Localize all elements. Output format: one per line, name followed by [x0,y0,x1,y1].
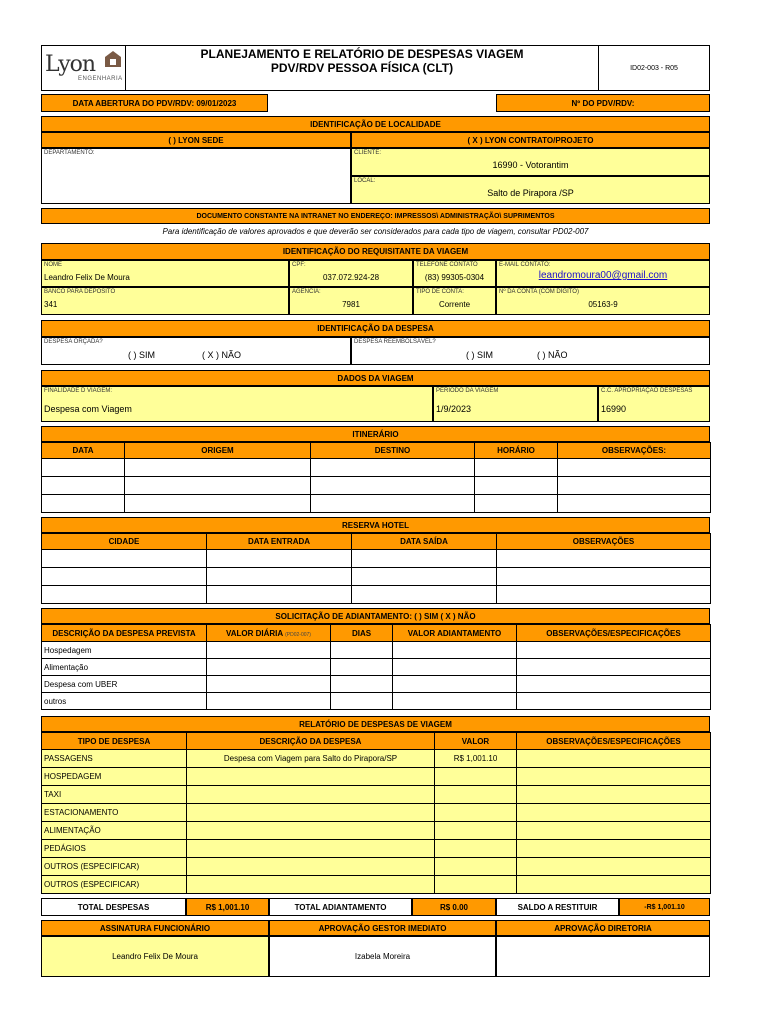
signature-manager[interactable]: Izabela Moreira [269,936,496,977]
itinerary-col-destination: DESTINO [311,443,475,459]
doc-code: ID02-003 - R05 [598,46,709,90]
bank-field[interactable] [41,287,289,315]
email-link[interactable]: leandromoura00@gmail.com [538,270,668,281]
account-type-value: Corrente [438,300,471,309]
section-adiantamento: SOLICITAÇÃO DE ADIANTAMENTO: ( ) SIM ( X ) NÃO [41,608,710,624]
department-field[interactable] [41,148,351,204]
report-row-value [435,876,517,894]
intranet-note: DOCUMENTO CONSTANTE NA INTRANET NO ENDEREÇO: IMPRESSOS\ ADMINISTRAÇÃO\ SUPRIMENTOS [41,208,710,224]
title-line-1: PLANEJAMENTO E RELATÓRIO DE DESPESAS VIAGEM [200,47,524,61]
purpose-value: Despesa com Viagem [44,404,132,414]
form-title [127,47,597,75]
report-row-value [435,858,517,876]
budgeted-label: DESPESA ORÇADA? [44,339,103,345]
logo-text: Lyon [45,52,96,77]
report-row-type: ALIMENTAÇÃO [42,822,187,840]
balance-label: SALDO A RESTITUIR [496,898,619,916]
email-field[interactable] [496,260,710,287]
table-row[interactable] [42,858,711,876]
report-row-type: HOSPEDAGEM [42,768,187,786]
hotel-col-checkin: DATA ENTRADA [207,534,352,550]
report-row-description: Despesa com Viagem para Salto do Pirapora/SP [187,750,435,768]
report-row-description [187,858,435,876]
reimbursable-field[interactable] [351,337,710,365]
option-lyon-sede[interactable]: ( ) LYON SEDE [41,132,351,148]
cost-center-label: C.C. APROPRIAÇÃO DESPESAS [601,388,693,394]
table-row[interactable] [42,876,711,894]
budgeted-yes[interactable]: ( ) SIM [128,350,155,360]
table-row[interactable] [42,804,711,822]
cpf-field[interactable] [289,260,413,287]
local-field[interactable] [351,176,710,204]
opening-date: DATA ABERTURA DO PDV/RDV: 09/01/2023 [41,94,268,112]
report-row-type: OUTROS (ESPECIFICAR) [42,858,187,876]
budgeted-field[interactable] [41,337,351,365]
advance-col-description: DESCRIÇÃO DA DESPESA PREVISTA [42,625,207,642]
report-row-type: TAXI [42,786,187,804]
table-row[interactable] [42,586,711,604]
local-label: LOCAL: [354,178,376,184]
hotel-table [41,533,711,604]
option-lyon-contrato[interactable]: ( X ) LYON CONTRATO/PROJETO [351,132,710,148]
report-row-type: ESTACIONAMENTO [42,804,187,822]
table-row[interactable] [42,659,711,676]
itinerary-table [41,442,711,513]
cpf-label: CPF: [292,262,306,268]
section-itinerario: ITINERÁRIO [41,426,710,442]
report-row-description [187,786,435,804]
report-row-description [187,876,435,894]
report-row-type: PASSAGENS [42,750,187,768]
reimbursable-yes[interactable]: ( ) SIM [466,350,493,360]
advance-col-days: DIAS [331,625,393,642]
email-label: E-MAIL CONTATO: [499,262,551,268]
table-row[interactable] [42,786,711,804]
local-value: Salto de Pirapora /SP [487,188,574,198]
hotel-col-checkout: DATA SAÍDA [352,534,497,550]
report-row-value [435,786,517,804]
report-row-type: OUTROS (ESPECIFICAR) [42,876,187,894]
section-requisitante: IDENTIFICAÇÃO DO REQUISITANTE DA VIAGEM [41,243,710,260]
balance-value: -R$ 1,001.10 [619,898,710,916]
purpose-field[interactable] [41,386,433,422]
itinerary-col-time: HORÁRIO [475,443,558,459]
agency-field[interactable] [289,287,413,315]
total-advance-value: R$ 0.00 [412,898,496,916]
client-label: CLIENTE: [354,150,382,156]
phone-value: (83) 99305-0304 [424,273,485,282]
itinerary-col-date: DATA [42,443,125,459]
name-field[interactable] [41,260,289,287]
report-row-description [187,804,435,822]
table-row[interactable] [42,840,711,858]
report-row-value [435,804,517,822]
advance-col-daily-note: (PD02-007) [285,631,311,638]
period-value: 1/9/2023 [436,404,472,414]
advance-col-amount: VALOR ADIANTAMENTO [393,625,517,642]
account-type-field[interactable] [413,287,496,315]
report-row-description [187,840,435,858]
report-row-type: PEDÁGIOS [42,840,187,858]
report-row-value: R$ 1,001.10 [435,750,517,768]
signature-director-label: APROVAÇÃO DIRETORIA [496,920,710,936]
name-label: NOME [44,262,62,268]
table-row[interactable] [42,495,711,513]
report-row-value [435,768,517,786]
signature-employee-label: ASSINATURA FUNCIONÁRIO [41,920,269,936]
advance-table [41,624,711,710]
signature-employee[interactable]: Leandro Felix De Moura [41,936,269,977]
report-col-description: DESCRIÇÃO DA DESPESA [187,733,435,750]
client-value: 16990 - Votorantim [492,160,569,170]
period-label: PERÍODO DA VIAGEM [436,388,499,394]
table-row[interactable] [42,768,711,786]
account-type-label: TIPO DE CONTA: [416,289,464,295]
total-advance-label: TOTAL ADIANTAMENTO [269,898,412,916]
phone-field[interactable] [413,260,496,287]
report-row-description [187,768,435,786]
title-line-2: PDV/RDV PESSOA FÍSICA (CLT) [270,61,454,75]
report-col-value: VALOR [435,733,517,750]
phone-label: TELEFONE CONTATO [416,262,478,268]
table-row[interactable] [42,693,711,710]
cost-center-field[interactable] [598,386,710,422]
signature-director[interactable] [496,936,710,977]
agency-value: 7981 [342,300,360,309]
account-number-label: Nº DA CONTA (COM DÍGITO) [499,289,579,295]
client-field[interactable] [351,148,710,176]
report-col-notes: OBSERVAÇÕES/ESPECIFICAÇÕES [517,733,711,750]
section-hotel: RESERVA HOTEL [41,517,710,533]
report-row-value [435,822,517,840]
report-row-description [187,822,435,840]
table-row[interactable] [42,676,711,693]
table-row[interactable] [42,822,711,840]
section-despesa: IDENTIFICAÇÃO DA DESPESA [41,320,710,337]
bank-label: BANCO PARA DEPÓSITO [44,289,116,295]
cpf-value: 037.072.924-28 [322,273,380,282]
logo-subtext: ENGENHARIA [78,76,123,82]
pdv-number-label: Nº DO PDV/RDV: [496,94,710,112]
section-viagem: DADOS DA VIAGEM [41,370,710,386]
reference-note: Para identificação de valores aprovados e que deverão ser considerados para cada tipo de viagem, consultar PD02-007 [162,227,589,236]
signature-manager-label: APROVAÇÃO GESTOR IMEDIATO [269,920,496,936]
table-row[interactable] [42,568,711,586]
hotel-col-city: CIDADE [42,534,207,550]
advance-row-label: Hospedagem [42,642,207,659]
name-value: Leandro Felix De Moura [44,273,130,282]
company-logo [42,46,126,90]
section-relatorio: RELATÓRIO DE DESPESAS DE VIAGEM [41,716,710,732]
advance-col-notes: OBSERVAÇÕES/ESPECIFICAÇÕES [517,625,711,642]
bank-value: 341 [44,300,58,309]
advance-row-label: Despesa com UBER [42,676,207,693]
report-table [41,732,711,894]
period-field[interactable] [433,386,598,422]
house-icon [104,50,122,68]
department-label: DEPARTAMENTO: [44,150,95,156]
advance-row-label: Alimentação [42,659,207,676]
budgeted-no[interactable]: ( X ) NÃO [202,350,242,360]
reimbursable-label: DESPESA REEMBOLSÁVEL? [354,339,436,345]
table-row[interactable] [42,477,711,495]
table-row[interactable] [42,459,711,477]
account-number-value: 05163-9 [588,300,618,309]
table-row[interactable] [42,550,711,568]
total-expenses-label: TOTAL DESPESAS [41,898,186,916]
reimbursable-no[interactable]: ( ) NÃO [537,350,568,360]
itinerary-col-notes: OBSERVAÇÕES: [558,443,711,459]
advance-col-daily [207,625,331,642]
cost-center-value: 16990 [601,404,627,414]
itinerary-col-origin: ORIGEM [125,443,311,459]
table-row[interactable] [42,642,711,659]
advance-col-daily-label: VALOR DIÁRIA [226,628,283,638]
section-localidade: IDENTIFICAÇÃO DE LOCALIDADE [41,116,710,132]
agency-label: AGÊNCIA: [292,289,321,295]
total-expenses-value: R$ 1,001.10 [186,898,269,916]
purpose-label: FINALIDADE D VIAGEM: [44,388,113,394]
report-col-type: TIPO DE DESPESA [42,733,187,750]
hotel-col-notes: OBSERVAÇÕES [497,534,711,550]
table-row[interactable] [42,750,711,768]
report-row-value [435,840,517,858]
advance-row-label: outros [42,693,207,710]
account-number-field[interactable] [496,287,710,315]
